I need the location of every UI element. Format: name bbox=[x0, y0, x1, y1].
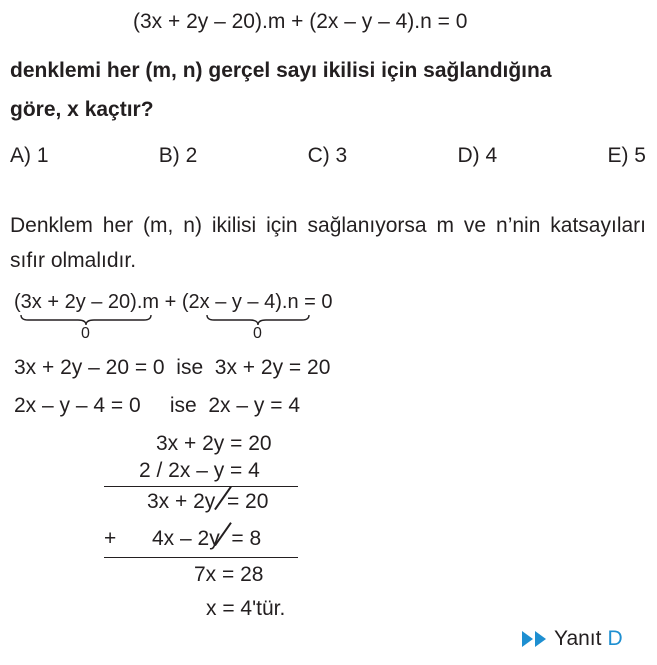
solution-line2: 2x – y – 4 = 0 ise 2x – y = 4 bbox=[14, 394, 300, 417]
question-prompt-line2: göre, x kaçtır? bbox=[10, 98, 154, 121]
double-triangle-right-icon bbox=[522, 631, 546, 647]
answer-label: Yanıt bbox=[554, 627, 602, 650]
zero-label-second: 0 bbox=[253, 325, 262, 342]
solution-intro: Denklem her (m, n) ikilisi için sağlanıyorsa m ve n’nin katsayıları sıfır olmalıdır. bbox=[10, 214, 646, 272]
option-e: E) 5 bbox=[607, 144, 646, 167]
underbrace-first bbox=[20, 315, 152, 325]
divider-line-1 bbox=[104, 486, 298, 487]
system-eq1: 3x + 2y = 20 bbox=[156, 432, 272, 455]
sum-equation: 7x = 28 bbox=[194, 563, 264, 586]
plus-sign: + bbox=[104, 527, 117, 550]
system-eq2: 2 / 2x – y = 4 bbox=[139, 459, 260, 482]
question-equation: (3x + 2y – 20).m + (2x – y – 4).n = 0 bbox=[133, 10, 468, 33]
question-prompt-line1: denklemi her (m, n) gerçel sayı ikilisi için sağlandığına bbox=[10, 59, 552, 82]
underbrace-second bbox=[206, 315, 310, 325]
option-b: B) 2 bbox=[158, 144, 198, 167]
solution-line1: 3x + 2y – 20 = 0 ise 3x + 2y = 20 bbox=[14, 356, 331, 379]
elimination-eq1: 3x + 2y = 20 bbox=[147, 490, 269, 513]
zero-label-first: 0 bbox=[81, 325, 90, 342]
option-d: D) 4 bbox=[457, 144, 498, 167]
answer-letter: D bbox=[607, 627, 623, 650]
option-a: A) 1 bbox=[10, 144, 49, 167]
result: x = 4'tür. bbox=[206, 597, 286, 620]
answer-indicator bbox=[522, 627, 623, 651]
answer-options bbox=[10, 144, 646, 168]
divider-line-2 bbox=[104, 557, 298, 558]
elimination-eq2: 4x – 2y = 8 bbox=[152, 527, 262, 550]
solution-equation: (3x + 2y – 20).m + (2x – y – 4).n = 0 bbox=[14, 291, 333, 313]
option-c: C) 3 bbox=[307, 144, 348, 167]
